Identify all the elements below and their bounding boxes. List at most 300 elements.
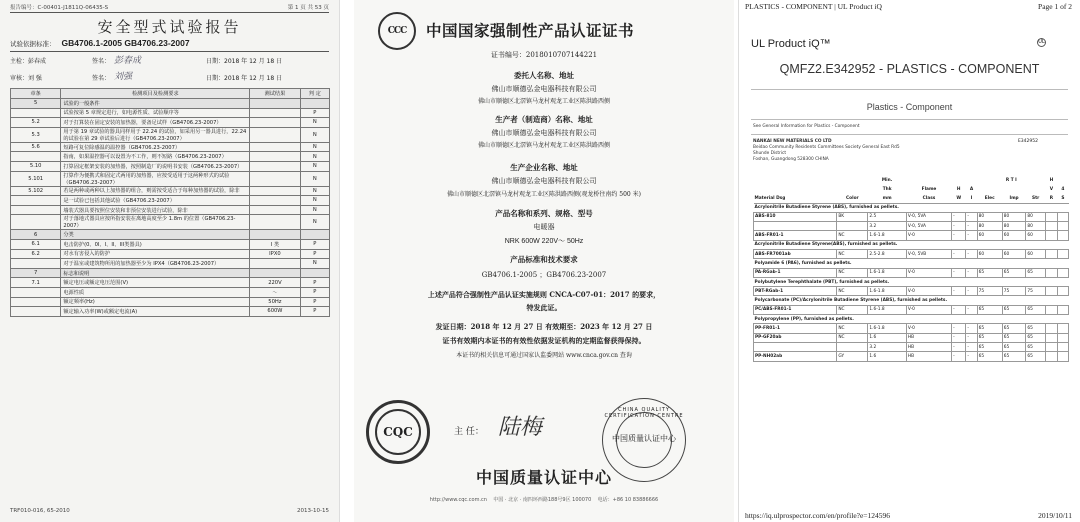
material-value: 65: [1002, 333, 1026, 342]
verdict-cell: N: [300, 152, 329, 162]
material-value: V-0: [906, 268, 951, 277]
material-group-row: [754, 296, 1069, 305]
ul-footer-date: 2019/10/11: [1038, 511, 1072, 520]
material-value: V-0: [906, 287, 951, 296]
report-row: [11, 196, 330, 206]
clause-cell: 7.1: [11, 278, 61, 288]
ul-listing-panel: [738, 0, 1080, 522]
col-color: Color: [846, 195, 859, 201]
material-value: 60: [1026, 249, 1046, 258]
material-value: NC: [837, 305, 868, 314]
factory-name: 佛山市顺德弘金电器科技有限公司: [491, 177, 597, 185]
general-info-link[interactable]: See General Information for Plastics - Component: [753, 124, 860, 129]
material-value: -: [952, 212, 966, 221]
material-value: 65: [1026, 342, 1046, 351]
clause-cell: [11, 108, 61, 118]
material-value: [837, 342, 868, 351]
item-cell: 试验的一般条件: [61, 99, 250, 109]
col-r: R: [1049, 195, 1054, 201]
material-value: [1046, 222, 1058, 231]
item-cell: 额定频率(Hz): [61, 297, 250, 307]
materials-table: [753, 176, 1069, 362]
rule-statement-2: 特发此证。: [526, 303, 562, 312]
material-row: [754, 268, 1069, 277]
materials-header-mid: [754, 185, 1069, 194]
result-cell: [250, 205, 300, 215]
result-cell: 50Hz: [250, 297, 300, 307]
product-model: NRK 600W 220V～ 50Hz: [504, 238, 584, 245]
clause-cell: [11, 215, 61, 230]
col-mid-thk: Thk: [882, 187, 892, 192]
material-value: [1046, 268, 1058, 277]
ul-file-title: QMFZ2.E342952 - PLASTICS - COMPONENT: [779, 62, 1040, 76]
ul-header-page: Page 1 of 2: [1038, 2, 1072, 11]
material-value: HB: [906, 352, 951, 361]
cqc-seal-text: CQC: [375, 409, 421, 455]
director-signature: [454, 410, 542, 441]
result-cell: [250, 186, 300, 196]
col-top-min: Min.: [881, 178, 893, 183]
clause-cell: 5.3: [11, 127, 61, 142]
material-value: V-0, 5VA: [906, 212, 951, 221]
clause-cell: 5.102: [11, 186, 61, 196]
material-value: [1057, 342, 1068, 351]
material-value: NC: [837, 287, 868, 296]
result-cell: [250, 161, 300, 171]
material-row: [754, 352, 1069, 361]
material-value: -: [952, 352, 966, 361]
reviewer-sign-label: 签名：: [92, 75, 111, 82]
col-top-h: H: [1049, 178, 1054, 183]
col-s: S: [1061, 195, 1065, 201]
verdict-cell: N: [300, 161, 329, 171]
item-cell: 额定输入功率(W)或额定电流(A): [61, 307, 250, 317]
verdict-cell: [300, 99, 329, 109]
item-cell: 对于落地式器具应按所指安装在离地高度至少 1.8m 的位置（GB4706.23-2007）: [61, 215, 250, 230]
stamp-ring-text: CHINA QUALITY CERTIFICATION CENTRE: [604, 407, 684, 419]
result-cell: [250, 196, 300, 206]
certificate-title: 中国国家强制性产品认证证书: [426, 21, 635, 40]
material-row: [754, 305, 1069, 314]
footer-phone: 电话：+86 10 83886666: [597, 497, 659, 503]
material-value: -: [952, 333, 966, 342]
tester-label: 主检：彭春成: [10, 58, 47, 65]
material-designation: ABS-810: [754, 212, 837, 221]
material-designation: PP-FR01-1: [754, 324, 837, 333]
clause-cell: 6.2: [11, 249, 61, 259]
product-name: 电暖器: [533, 223, 555, 231]
material-value: 1.6-1.8: [868, 287, 907, 296]
material-value: 1.6-1.8: [868, 231, 907, 240]
col-imp: Imp: [1009, 195, 1019, 201]
result-cell: 220V: [250, 278, 300, 288]
item-cell: 对于温室或建筑物所用的加热器至少为 IPX4（GB4706.23-2007）: [61, 259, 250, 269]
material-value: [1057, 212, 1068, 221]
material-value: 65: [1002, 268, 1026, 277]
material-group-label: Acrylonitrile Butadiene Styrene (ABS), furnished as pellets.: [754, 203, 1069, 212]
report-title: 安全型式试验报告: [97, 18, 242, 36]
query-note: 本证书的相关信息可通过国家认监委网站 www.cnca.gov.cn 查询: [456, 352, 632, 359]
product-heading: 产品名称和系列、规格、型号: [495, 209, 593, 218]
result-cell: ～: [250, 287, 300, 297]
cqc-seal: [366, 400, 430, 464]
material-value: [1057, 268, 1068, 277]
material-group-row: [754, 277, 1069, 286]
material-group-label: Acrylonitrile Butadiene Styrene(ABS), furnished as pellets.: [754, 240, 1069, 249]
material-designation: ABS-FR7001ab: [754, 249, 837, 258]
company-address-3: Foshan, Guangdong 528300 CHINA: [753, 157, 829, 162]
material-group-label: Polycarbonate (PC)/Acrylonitrile Butadiene Styrene (ABS), furnished as pellets.: [754, 296, 1069, 305]
result-cell: [250, 142, 300, 152]
basis-standards: GB4706.1-2005 GB4706.23-2007: [61, 38, 190, 48]
col-w: W: [956, 195, 962, 201]
client-address: 佛山市顺德区北滘镇马龙村观龙工业区陈洪路西侧: [477, 98, 610, 105]
clause-cell: [11, 152, 61, 162]
material-group-label: Polybutylene Terephthalate (PBT), furnished as pellets.: [754, 277, 1069, 286]
col-material: Material Dsg: [754, 195, 786, 201]
report-table: [10, 88, 330, 317]
header-result: 测试结果: [250, 89, 300, 99]
material-value: 75: [1026, 287, 1046, 296]
client-name: 佛山市顺德弘金电器科技有限公司: [491, 85, 597, 93]
material-value: -: [952, 342, 966, 351]
footer-website: http://www.cqc.com.cn: [429, 497, 487, 503]
report-number: 报告编号：C-00401-J1811Q-06435-S: [10, 5, 109, 11]
result-cell: [250, 171, 300, 186]
result-cell: [250, 118, 300, 128]
header-clause: 章条: [11, 89, 61, 99]
material-value: NC: [837, 249, 868, 258]
validity-note: 证书有效期内本证书的有效性依据发证机构的定期监督获得保持。: [442, 336, 646, 345]
ccc-logo-text: CCC: [387, 26, 407, 36]
verdict-cell: N: [300, 215, 329, 230]
verdict-cell: P: [300, 108, 329, 118]
report-row: [11, 161, 330, 171]
verdict-cell: N: [300, 186, 329, 196]
material-value: [1046, 342, 1058, 351]
material-value: BK: [837, 212, 868, 221]
material-value: [1046, 352, 1058, 361]
col-mid-v: V: [1049, 187, 1054, 192]
item-cell: 分类: [61, 230, 250, 240]
material-value: 65: [977, 324, 1002, 333]
material-value: 1.6: [868, 333, 907, 342]
report-page: 第 1 页 共 53 页: [287, 5, 329, 11]
verdict-cell: N: [300, 196, 329, 206]
clause-cell: [11, 307, 61, 317]
report-row: [11, 142, 330, 152]
material-designation: PP-NH02ab: [754, 352, 837, 361]
material-designation: [754, 222, 837, 231]
material-value: 2.5-2.8: [868, 249, 907, 258]
item-cell: 是一试验已包括其他试验（GB4706.23-2007）: [61, 196, 250, 206]
material-row: [754, 287, 1069, 296]
report-row: [11, 186, 330, 196]
result-cell: [250, 152, 300, 162]
material-value: -: [966, 268, 977, 277]
item-cell: 对水有害侵入的防护: [61, 249, 250, 259]
section-row: [11, 230, 330, 240]
material-value: 65: [977, 333, 1002, 342]
result-cell: [250, 127, 300, 142]
material-value: -: [966, 231, 977, 240]
standard-heading: 产品标准和技术要求: [510, 255, 578, 264]
item-cell: 指南，如果温控器可以设置为不工作，则不短路（GB4706.23-2007）: [61, 152, 250, 162]
item-cell: 电击防护(0、0I、I、II、III类器具): [61, 239, 250, 249]
result-cell: I 类: [250, 239, 300, 249]
item-cell: 墙装式器具要按照位安装和非预位安装进行试验，除非: [61, 205, 250, 215]
material-value: -: [966, 305, 977, 314]
material-value: V-0: [906, 231, 951, 240]
material-row: [754, 222, 1069, 231]
report-row: [11, 249, 330, 259]
ul-mark-icon: UL: [1038, 39, 1045, 45]
clause-cell: [11, 259, 61, 269]
ccc-logo: [378, 12, 416, 50]
material-value: -: [966, 333, 977, 342]
footer-address: 中国 · 北京 · 南四环西路188号9区 100070: [493, 497, 592, 503]
material-group-label: Polypropylene (PP), furnished as pellets.: [754, 315, 1069, 324]
report-row: [11, 307, 330, 317]
certificate-footer: [354, 496, 734, 503]
material-designation: PP-GF20ab: [754, 333, 837, 342]
clause-cell: 5.101: [11, 171, 61, 186]
material-row: [754, 212, 1069, 221]
reviewer-row: [10, 73, 329, 87]
report-footer-right: 2013-10-15: [297, 508, 329, 514]
material-designation: PC/ABS-FR01-1: [754, 305, 837, 314]
verdict-cell: P: [300, 287, 329, 297]
material-value: NC: [837, 231, 868, 240]
maker-heading: 生产者（制造商）名称、地址: [495, 115, 593, 124]
company-name: NANKAI NEW MATERIALS CO LTD: [753, 139, 832, 144]
verdict-cell: N: [300, 205, 329, 215]
verdict-cell: N: [300, 171, 329, 186]
materials-header-top: [754, 176, 1069, 185]
material-value: [1046, 287, 1058, 296]
material-designation: ABS-FR01-1: [754, 231, 837, 240]
ccc-certificate-panel: [354, 0, 734, 522]
company-address-1: Beidao Community Residents Committees Society General East Rd5: [753, 145, 900, 150]
material-value: 80: [1002, 222, 1026, 231]
header-item: 检测项目及检测要求: [61, 89, 250, 99]
material-value: 60: [977, 231, 1002, 240]
material-value: 60: [1026, 231, 1046, 240]
result-cell: 600W: [250, 307, 300, 317]
material-designation: PA-RGab-1: [754, 268, 837, 277]
clause-cell: [11, 196, 61, 206]
material-value: 80: [1026, 222, 1046, 231]
material-value: 65: [1002, 342, 1026, 351]
verdict-cell: N: [300, 259, 329, 269]
item-cell: 打算固定框架安装的加热器，按照制造厂的说明书安装（GB4706.23-2007）: [61, 161, 250, 171]
verdict-cell: [300, 230, 329, 240]
material-row: [754, 249, 1069, 258]
header-verdict: 判 定: [300, 89, 329, 99]
verdict-cell: P: [300, 297, 329, 307]
stamp-center-text: 中国质量认证中心: [612, 434, 676, 443]
rule-statement: 上述产品符合强制性产品认证实施规则 CNCA-C07-01：2017 的要求，: [427, 290, 661, 299]
material-value: -: [952, 222, 966, 231]
material-row: [754, 231, 1069, 240]
material-value: 65: [1026, 352, 1046, 361]
tester-date: 日期：2018 年 12 月 18 日: [206, 58, 283, 65]
item-cell: 用于第 19 章试验的器具同样用于 22.24 的试验，如采用另一器具进行，22.24 的试验在第 29 章试验后进行（GB4706.23-2007）: [61, 127, 250, 142]
material-value: 60: [1002, 249, 1026, 258]
material-value: 65: [1026, 333, 1046, 342]
clause-cell: [11, 287, 61, 297]
material-value: 80: [977, 212, 1002, 221]
result-cell: [250, 108, 300, 118]
material-value: 65: [1026, 268, 1046, 277]
report-basis: [10, 38, 190, 48]
reviewer-label: 审核：刘 强: [10, 75, 42, 82]
material-group-row: [754, 259, 1069, 268]
material-value: -: [966, 342, 977, 351]
ul-product-iq-logo: UL Product iQ™: [751, 38, 831, 50]
director-label: 主 任：: [454, 427, 484, 437]
material-value: 1.6-1.8: [868, 324, 907, 333]
factory-address: 佛山市顺德区北滘镇马龙村观龙工业区陈洪路西侧(观龙桥往南约 500 米): [447, 191, 641, 198]
col-mid-h: H: [956, 187, 961, 192]
item-cell: 额定电压或额定电压范围(V): [61, 278, 250, 288]
material-value: 75: [977, 287, 1002, 296]
tester-row: [10, 56, 329, 70]
material-value: V-0: [906, 305, 951, 314]
col-mid-a: A: [969, 187, 974, 192]
material-value: [1057, 333, 1068, 342]
col-elec: Elec: [984, 195, 995, 201]
ul-header-title: PLASTICS - COMPONENT | UL Product iQ: [745, 2, 882, 11]
material-value: V-0, 5VB: [906, 249, 951, 258]
material-value: V-0: [906, 324, 951, 333]
item-cell: 电源性质: [61, 287, 250, 297]
item-cell: 打算作为便携式和固定式两用的加热器，应按受适用于这两种形式的试验（GB4706.23-2007）: [61, 171, 250, 186]
verdict-cell: P: [300, 278, 329, 288]
material-value: 75: [1002, 287, 1026, 296]
material-value: [1046, 231, 1058, 240]
material-value: V-0, 5VA: [906, 222, 951, 231]
material-value: 80: [1002, 212, 1026, 221]
material-value: -: [966, 352, 977, 361]
report-row: [11, 171, 330, 186]
material-value: HB: [906, 342, 951, 351]
verdict-cell: N: [300, 127, 329, 142]
material-value: 1.6-1.8: [868, 268, 907, 277]
material-value: [1057, 305, 1068, 314]
material-value: -: [952, 305, 966, 314]
material-group-row: [754, 203, 1069, 212]
basis-label: 试验依据标准：: [10, 40, 56, 48]
report-row: [11, 118, 330, 128]
material-value: -: [966, 287, 977, 296]
item-cell: 若是两种或两种以上加热器的组合，则需按受适合于每种加热器的试验，除非: [61, 186, 250, 196]
material-value: -: [952, 268, 966, 277]
material-group-row: [754, 240, 1069, 249]
material-value: [1057, 222, 1068, 231]
material-value: -: [952, 231, 966, 240]
material-value: [837, 222, 868, 231]
maker-address: 佛山市顺德区北滘镇马龙村观龙工业区陈洪路西侧: [477, 142, 610, 149]
material-designation: [754, 342, 837, 351]
tester-signature: 彭春成: [114, 56, 142, 66]
factory-heading: 生产企业名称、地址: [510, 163, 578, 172]
verdict-cell: P: [300, 307, 329, 317]
result-cell: [250, 230, 300, 240]
report-row: [11, 152, 330, 162]
clause-cell: 5.2: [11, 118, 61, 128]
item-cell: 标志和说明: [61, 268, 250, 278]
material-group-label: Polyamide 6 (PA6), furnished as pellets.: [754, 259, 1069, 268]
material-value: -: [952, 249, 966, 258]
material-value: [1057, 352, 1068, 361]
material-value: [1046, 212, 1058, 221]
reviewer-date: 日期：2018 年 12 月 18 日: [206, 75, 283, 82]
item-cell: 对于打算装在固定安装的加热器，要备足试样（GB4706.23-2007）: [61, 118, 250, 128]
material-value: 1.6-1.8: [868, 305, 907, 314]
materials-header: [754, 194, 1069, 203]
material-value: 65: [977, 305, 1002, 314]
material-value: 80: [977, 222, 1002, 231]
material-value: [1046, 249, 1058, 258]
material-value: [1057, 231, 1068, 240]
verdict-cell: [300, 268, 329, 278]
clause-cell: 6: [11, 230, 61, 240]
col-str: Str: [1032, 195, 1040, 201]
report-row: [11, 127, 330, 142]
company-address-2: Shunde District: [753, 151, 787, 156]
material-value: [1046, 324, 1058, 333]
tester-sign-label: 签名：: [92, 58, 111, 65]
test-report-panel: [0, 0, 340, 522]
material-value: -: [952, 324, 966, 333]
certificate-dates: 发证日期：2018 年 12 月 27 日 有效期至：2023 年 12 月 27 日: [435, 322, 653, 331]
material-value: -: [966, 222, 977, 231]
material-value: 60: [1002, 231, 1026, 240]
material-group-row: [754, 315, 1069, 324]
material-value: 65: [1002, 305, 1026, 314]
file-number: E342952: [1017, 139, 1038, 144]
certificate-number: 证书编号：2018010707144221: [490, 51, 598, 59]
material-value: -: [966, 212, 977, 221]
clause-cell: [11, 297, 61, 307]
material-value: [1057, 324, 1068, 333]
col-mid-4: 4: [1061, 187, 1065, 192]
col-mid-flame: Flame: [921, 187, 937, 192]
report-row: [11, 108, 330, 118]
material-value: 65: [1026, 305, 1046, 314]
material-row: [754, 333, 1069, 342]
material-value: [1057, 287, 1068, 296]
col-top-rti: R T I: [1005, 178, 1017, 183]
material-value: [1046, 333, 1058, 342]
clause-cell: 6.1: [11, 239, 61, 249]
material-value: NC: [837, 268, 868, 277]
material-value: 65: [977, 342, 1002, 351]
report-row: [11, 297, 330, 307]
result-cell: [250, 215, 300, 230]
material-value: 2.5: [868, 212, 907, 221]
material-row: [754, 342, 1069, 351]
col-i: I: [970, 195, 973, 201]
material-value: NC: [837, 333, 868, 342]
standard-values: GB4706.1-2005 ；GB4706.23-2007: [481, 271, 607, 279]
result-cell: [250, 268, 300, 278]
clause-cell: 5.6: [11, 142, 61, 152]
item-cell: 试验按第 5 章规定进行，如电源性质、试验顺序等: [61, 108, 250, 118]
material-value: NC: [837, 324, 868, 333]
ul-footer-url[interactable]: https://iq.ulprospector.com/en/profile?e=124596: [745, 511, 891, 520]
